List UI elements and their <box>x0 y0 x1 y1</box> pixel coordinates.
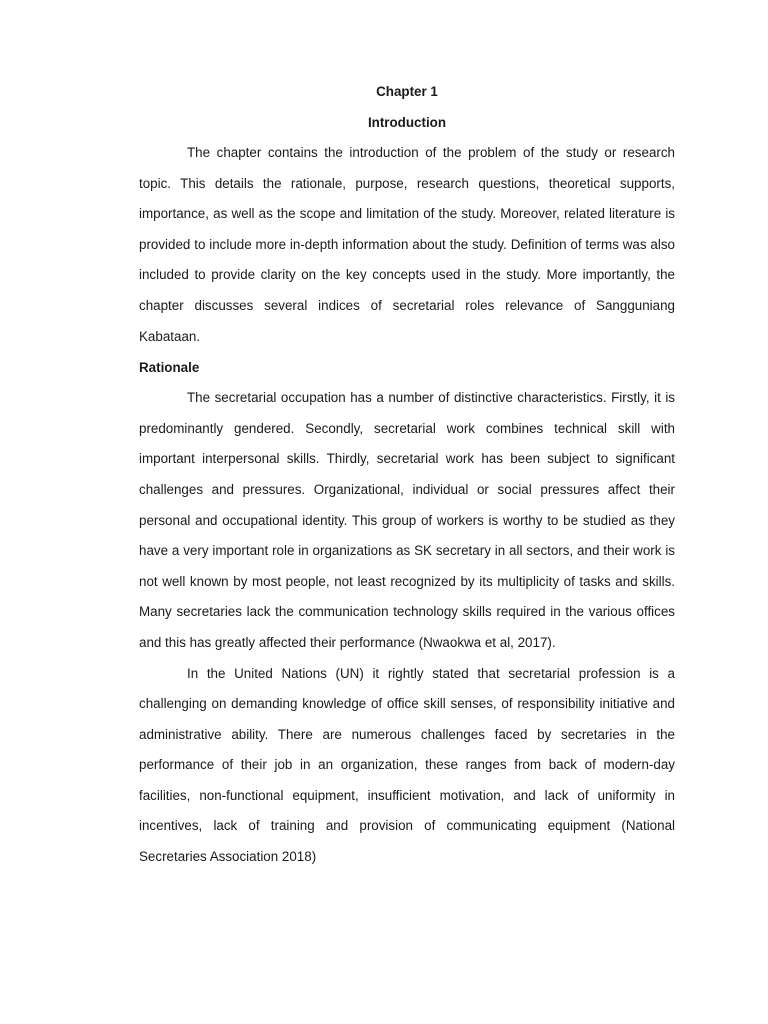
chapter-label: Chapter 1 <box>376 84 438 99</box>
chapter-title: Introduction <box>367 115 447 130</box>
intro-paragraph: The chapter contains the introduction of the problem of the study or research topic. This details the rationale, purpose, research questions, theoretical supports, importance, as well as the scope and limitation of the study. Moreover, related literature is provided to include more in-depth information about the study. Definition of terms was also included to provide clarity on the key concepts used in the study. More importantly, the chapter discusses several indices of secretarial roles relevance of Sangguniang Kabataan. <box>139 145 675 344</box>
page-content <box>139 76 675 873</box>
rationale-heading: Rationale <box>139 360 200 376</box>
rationale-paragraph-2: In the United Nations (UN) it rightly stated that secretarial profession is a challenging on demanding knowledge of office skill senses, of responsibility initiative and administrative ability. There are numerous challenges faced by secretaries in the performance of their job in an organization, these ranges from back of modern-day facilities, non-functional equipment, insufficient motivation, and lack of uniformity in incentives, lack of training and provision of communicating equipment (National Secretaries Association 2018) <box>139 665 675 865</box>
rationale-paragraph-1: The secretarial occupation has a number of distinctive characteristics. Firstly, it is predominantly gendered. Secondly, secretarial work combines technical skill with important interpersonal skills. Thirdly, secretarial work has been subject to significant challenges and pressures. Organizational, individual or social pressures affect their personal and occupational identity. This group of workers is worthy to be studied as they have a very important role in organizations as SK secretary in all sectors, and their work is not well known by most people, not least recognized by its multiplicity of tasks and skills. Many secretaries lack the communication technology skills required in the various offices and this has greatly affected their performance (Nwaokwa et al, 2017). <box>139 390 675 650</box>
